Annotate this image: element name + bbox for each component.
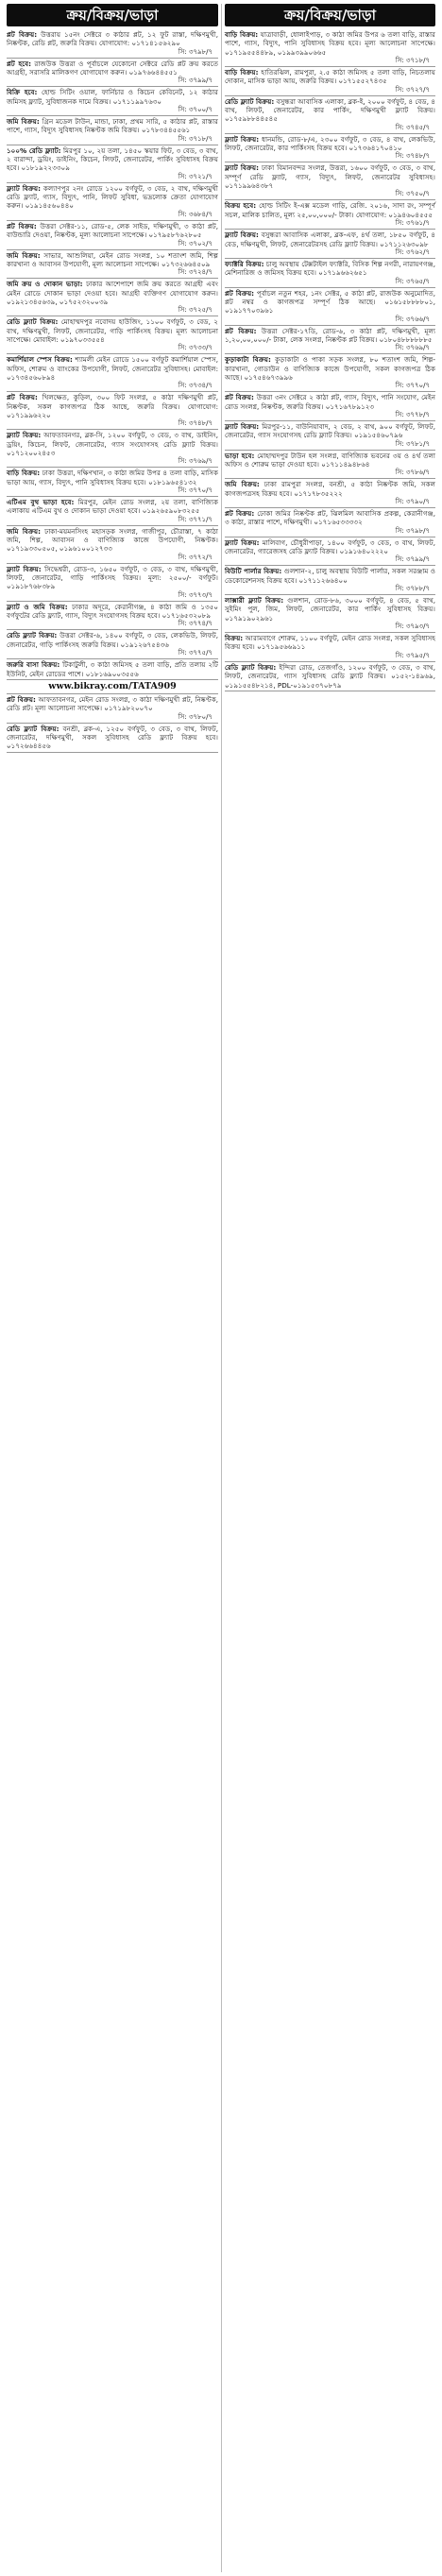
ad-body: উত্তরা সেক্টর-১৭ডি, রোড-৬, ৩ কাঠা প্লট, দক্ষিণমুখী, মূল্য ১,২০,০০,০০০/- টাকা, লেক সংলগ্ন, নিষ্কণ্টক প্লট বিক্রয়। ০১৮০৪৮৮৮৮৮৮৫ (225, 326, 435, 344)
classified-ad (225, 421, 435, 451)
classified-ad (7, 145, 218, 183)
ad-body: ইন্দিরা রোড, তেজগাঁও, ১২০০ বর্গফুট, ৩ বেড, ৩ বাথ, লিফট, জেনারেটর, গ্যাস সুবিধাসহ রেডি ফ্ল্যাট বিক্রয়। ০১৫২-১৪৯৬৯, ০১৯১৫৫৪৮২১৪, PDL-০১৯১৫৩৭০৮৭৯ (225, 662, 435, 690)
ad-heading: জমি ক্রয় ও দোকান ভাড়া: (7, 280, 83, 289)
ad-body: বনশ্রী, ব্লক-এ, ১২৫০ বর্গফুট, ৩ বেড, ৩ বাথ, লিফট, জেনারেটর, দক্ষিণমুখী, সকল সুবিধাসহ রেডি ফ্ল্যাট বিক্রয় হবে। ০১৭২৬৬৪৪৫৬ (7, 724, 219, 751)
ad-body: গুলশান-২, চালু অবস্থায় বিউটি পার্লার, সকল সরঞ্জাম ও ডেকোরেশনসহ বিক্রয় হবে। ০১৭১১২৬৬৪০০ (225, 567, 435, 585)
classified-ad (7, 724, 218, 753)
ad-heading: প্লট বিক্রয়: (7, 221, 37, 230)
ad-body: কুড়াকাটা ও পাকা সড়ক সংলগ্ন, ৮০ শতাংশ জমি, শিল্প-কারখানা, গোডাউন ও বাণিজ্যিক কাজে উপযোগী, সকল কাগজপত্র ঠিক আছে। ০১৭৫৪৬৭৩৯৯৬ (225, 355, 435, 382)
ad-heading: ফ্ল্যাট বিক্রয়: (225, 537, 260, 547)
classified-ad (7, 250, 218, 280)
ad-code: সি: ৩৭৯৩/৭ (395, 623, 430, 631)
classified-ad (225, 566, 435, 595)
classified-ad (7, 659, 218, 680)
classified-ad (7, 497, 218, 526)
classified-ad (225, 451, 435, 480)
ad-code: সি: ৩৭৮৬/৭ (395, 469, 430, 477)
ad-code: সি: ৩৭৫০/৭ (395, 190, 430, 198)
classified-ad (225, 508, 435, 537)
website-link[interactable]: www.bikray.com/TATA909 (7, 680, 218, 694)
classified-ad (7, 602, 218, 631)
classified-ad (225, 288, 435, 326)
classified-ad (7, 87, 218, 116)
ad-heading: রেডি ফ্ল্যাট বিক্রয়: (7, 317, 59, 327)
ad-body: আফতাবনগর, ব্লক-সি, ১২০০ বর্গফুট, ৩ বেড, ৩ বাথ, ডাইনিং, ড্রয়িং, কিচেন, লিফট, জেনারেটর, গ্যাস সংযোগসহ রেডি ফ্ল্যাট বিক্রয়। ০১৭১২০০২৪৫৩ (7, 431, 218, 457)
classified-ad (225, 29, 435, 67)
ad-heading: জমি বিক্রয়: (7, 117, 40, 127)
ad-body: উত্তরায় ১৫নং সেক্টরে ৩ কাঠার প্লট, ১২ ফুট রাস্তা, দক্ষিণমুখী, নিষ্কণ্টক, রেডি প্লট, জরুরি বিক্রয়। যোগাযোগ: ০১৭১৪১৫৬২৯০ (7, 30, 218, 48)
left-ads-list (7, 29, 218, 753)
ad-heading: জমি বিক্রয়: (225, 480, 260, 489)
ad-code: সি: ৩৭৯৯/৭ (178, 77, 212, 85)
ad-body: খিলক্ষেত, কুড়িল, ৩০০ ফিট সংলগ্ন, ৫ কাঠা দক্ষিণমুখী প্লট, নিষ্কণ্টক, সকল কাগজপত্র ঠিক আছে, জরুরি বিক্রয়। যোগাযোগ: ০১৭১৯৯৬২২০ (7, 393, 219, 419)
ad-body: হোল্ড সিটিং ই-এক্স মডেল গাড়ি, রেজি. ২০১৬, সাদা রং, সম্পূর্ণ সচল, মালিক চালিত, মূল্য ২৫,০০,০০০/- টাকা। যোগাযোগ: ০১৯৪৬০৪৫৫৫ (225, 201, 435, 219)
classified-ad (225, 392, 435, 421)
ad-code: সি: ৩৭২৭/৭ (395, 85, 430, 94)
ad-code: সি: ৩৭৬৯/৭ (395, 344, 430, 352)
ad-code: সি: ৩৭৯৯/৭ (395, 555, 430, 564)
ad-heading: প্লট বিক্রয়: (225, 393, 254, 402)
ad-code: সি: ৩৭৬১/৭ (395, 219, 430, 228)
ad-heading: ফ্ল্যাট বিক্রয়: (225, 421, 260, 431)
ad-body: গুলশান, রোড-৮৬, ৩০০০ বর্গফুট, ৪ বেড, ৫ বাথ, সুইমিং পুল, জিম, লিফট, জেনারেটর, কার পার্কিং সুবিধাসহ বিক্রয়। ০১৭৯১৯০২৯৬১ (225, 596, 436, 623)
classified-ad (7, 430, 218, 468)
ad-body: গ্রিন মডেল টাউন, মান্ডা, ঢাকা, প্রথম সারি, ৫ কাঠার প্লট, রাস্তার পাশে, গ্যাস, বিদ্যুৎ সুবিধাসহ নিষ্কণ্টক জমি বিক্রয়। ০১৭৮৩৪৪৫৫৬১ (7, 117, 218, 135)
ad-body: উত্তরা সেক্টর-১১, রোড-৫, লেক সাইড, দক্ষিণমুখী, ৩ কাঠা প্লট, বাউন্ডারি দেওয়া, নিষ্কণ্টক, মূল্য আলোচনা সাপেক্ষে। ০১৭৯৫৮৭৬২৮০৫ (7, 221, 218, 240)
ad-heading: লাক্সারী ফ্ল্যাট বিক্রয়: (225, 596, 284, 606)
ad-heading: প্লট বিক্রয়: (7, 30, 38, 39)
ad-body: হোল্ড সিটিং ওয়াল, ফার্নিচার ও কিচেন কেবিনেট, ১২ কাঠার জমিসহ ফ্ল্যাট, সুবিধাজনক দামে বিক্রয়। ০১৭১১৯৯৭৬৩০ (7, 88, 218, 106)
classified-ad (7, 564, 218, 602)
ad-code: সি: ৩৭৩৪/৭ (178, 382, 212, 390)
ad-body: মিরপুর-১১, বাউনিয়াবাদ, ২ বেড, ২ বাথ, ৯০০ বর্গফুট, লিফট, জেনারেটর, গ্যাস সংযোগসহ রেডি ফ্ল্যাট বিক্রয়। ০১৯১৫৪৬০৭৯৬ (225, 421, 435, 440)
ad-body: ঢোকা জমির নিষ্কণ্টক প্লট, ঝিলমিল আবাসিক প্রকল্প, কেরানীগঞ্জ, ৩ কাঠা, রাস্তার পাশে, দক্ষিণমুখী। ০১৭১৬৫৩৩৩৩২ (225, 509, 435, 527)
ad-heading: প্লট হবে: (7, 59, 31, 68)
ad-body: মিরপুর ১০, ২য় তলা, ১৪৫০ স্কয়ার ফিট, ৩ বেড, ৩ বাথ, ২ বারান্দা, ড্রয়িং, ডাইনিং, কিচেন, লিফট, জেনারেটর, পার্কিং সুবিধাসহ বিক্রয় হবে। ০১৮১৯২২৩৩০৯ (7, 145, 218, 173)
classified-ad (225, 354, 435, 392)
classified-ad (225, 200, 435, 230)
ad-heading: রেডি ফ্ল্যাট বিক্রয়: (225, 96, 275, 106)
classified-ad (7, 354, 218, 392)
ad-code: সি: ৩৭৬৯/৭ (178, 457, 212, 466)
ad-heading: ফ্ল্যাট বিক্রয়: (7, 564, 42, 573)
classified-ad (225, 595, 435, 633)
ad-code: সি: ৩৭৮১/৭ (395, 439, 430, 448)
ad-body: চালু অবস্থায় টেক্সটাইল ফ্যাক্টরি, বিসিক শিল্প নগরী, নারায়ণগঞ্জ, মেশিনারিজ ও জমিসহ বিক্রয় হবে। ০১৭১৯৬৬২৬৫১ (225, 259, 435, 278)
ad-body: হাতিরঝিল, রামপুরা, ২.৫ কাঠা জমিসহ ৫ তলা বাড়ি, নিচতলায় দোকান, মাসিক ভাড়া আয়, জরুরি বিক্রয়। ০১৭১৫৫২৭৪৩৫ (225, 68, 435, 86)
left-column-title: ক্রয়/বিক্রয়/ভাড়া (7, 4, 218, 26)
classified-ad (225, 633, 435, 662)
ad-heading: বিউটি পার্লার বিক্রয়: (225, 567, 282, 576)
ad-body: ঢাকা বিমানবন্দর সংলগ্ন, উত্তরা, ১৬০০ বর্গফুট, ৩ বেড, ৩ বাথ, সম্পূর্ণ রেডি ফ্ল্যাট, গ্যাস, বিদ্যুৎ, লিফট, জেনারেটর সুবিধাসহ। ০১৭১৯৯৬৪৩৮৭ (225, 163, 435, 191)
classified-ad (225, 230, 435, 259)
classified-ad (225, 67, 435, 96)
ad-code: সি: ৩৭২১/৭ (178, 172, 212, 180)
right-column-title: ক্রয়/বিক্রয়/ভাড়া (225, 4, 435, 26)
ad-body: বসুন্ধরা আবাসিক এলাকা, ব্লক-এফ, ৪র্থ তলা, ১৮৫০ বর্গফুট, ৪ বেড, দক্ষিণমুখী, লিফট, জেনারেটরসহ রেডি ফ্ল্যাট বিক্রয়। ০১৭১১২৬৩০৯৮ (225, 230, 435, 248)
ad-code: সি: ৩৭৭০/৭ (395, 382, 430, 390)
ad-body: মিরপুর, মেইন রোড সংলগ্ন, ২য় তলা, বাণিজ্যিক এলাকায় এটিএম বুথ ও দোকান ভাড়া দেওয়া হবে। ০১৯২৬৫৯০৮৩২৫৫ (7, 498, 218, 516)
classified-ad (7, 694, 218, 724)
ad-body: পূর্বাচল নতুন শহর, ১নং সেক্টর, ৫ কাঠা প্লট, রাজউক অনুমোদিত, প্লট নম্বর ও কাগজপত্র সম্পূর্ণ ঠিক আছে। ০১৬১৫৮৮৮৮০১, ০১৯১৭৭০৩৯৬১ (225, 288, 435, 316)
classified-ad (225, 162, 435, 200)
ad-code: সি: ৩৭০০/৭ (178, 106, 212, 114)
ad-code: সি: ৩৭১৮/৭ (178, 134, 212, 143)
ad-heading: প্লট বিক্রয়: (225, 509, 255, 519)
ad-heading: জমি বিক্রয়: (7, 250, 41, 260)
ad-code: সি: ৩৭১৮/৭ (395, 57, 430, 65)
ad-code: সি: ৩৭২৫/৭ (178, 306, 212, 315)
ad-heading: রেডি ফ্ল্যাট বিক্রয়: (7, 724, 60, 733)
ad-body: ঢাকা উত্তরা, দক্ষিণখান, ৩ কাঠা জমির উপর ৪ তলা বাড়ি, মাসিক ভাড়া আয়, গ্যাস, বিদ্যুৎ, পানি সুবিধাসহ বিক্রয় হবে। ০১৮১৯৬৫৪১৩২ (7, 469, 218, 486)
ad-heading: এটিএম বুথ ভাড়া হবে: (7, 498, 75, 507)
ad-heading: ফ্ল্যাট বিক্রয়: (225, 163, 260, 173)
ad-heading: কমার্শিয়াল স্পেস বিক্রয়: (7, 355, 73, 365)
classified-ad (7, 116, 218, 145)
ad-code: সি: ৩৭৬৬/৭ (395, 315, 430, 323)
ad-body: কল্যাণপুর ২নং রোডে ১২০০ বর্গফুট, ৩ বেড, ২ বাথ, দক্ষিণমুখী রেডি ফ্ল্যাট, গ্যাস, বিদ্যুৎ, পানি, লিফট সুবিধা, ভদ্রলোক ক্রেতা যোগাযোগ করুন। ০১৯১৪৫৬০৪৪০ (7, 183, 218, 211)
ad-heading: বিক্রয়: (225, 634, 244, 643)
ad-code: সি: ৩৭৯৮/৭ (178, 47, 212, 56)
ad-body: যাত্রাবাড়ী, ধোলাইপাড়, ৩ কাঠা জমির উপর ৬ তলা বাড়ি, রাস্তার পাশে, গ্যাস, বিদ্যুৎ, পানি সুবিধাসহ বিক্রয় হবে। মূল্য আলোচনা সাপেক্ষে। ০১৭১৯৫৫৪৪৮৯, ০১৯৯৩৯৯০৬৬৫ (225, 30, 435, 57)
ad-code: সি: ৩৭০২/৭ (178, 239, 212, 247)
right-column (221, 4, 438, 2572)
ad-code: সি: ৩৭২৪/৭ (178, 268, 212, 277)
ad-body: রাজউক উত্তরা ও পূর্বাচলে যেকোনো সেক্টরে রেডি প্লট ক্রয় করতে আগ্রহী, সরাসরি মালিকগণ যোগাযোগ করুন। ০১৯৭৬৬৪৪৫৫১ (7, 59, 218, 77)
ad-heading: প্লট বিক্রয়: (7, 694, 36, 704)
classified-ad (7, 392, 218, 430)
ad-code: সি: ৩৭৯৮/৭ (395, 526, 430, 535)
ad-code: সি: ৩৭৭১/৭ (178, 515, 212, 523)
ad-heading: বিক্রয় হবে: (225, 201, 257, 211)
ad-code: সি: ৩৭৯৫/৭ (395, 651, 430, 659)
ad-body: টিকাটুলী, ৩ কাঠা জমিসহ ৫ তলা বাড়ি, প্রতি তলায় ২টি ইউনিট, মেইন রোডের পাশে। ০১৮১৬৯০০৩৫৫৬ (7, 660, 218, 678)
ad-heading: ফ্ল্যাট ও জমি বিক্রয়: (7, 602, 68, 611)
ad-heading: ফ্ল্যাট বিক্রয়: (7, 431, 42, 440)
ad-code: সি: ৩৭৩৩/৭ (178, 344, 212, 352)
ad-heading: কুড়াকাটা বিক্রয়: (225, 355, 271, 365)
ad-body: উত্তরা সেক্টর-৬, ১৪০০ বর্গফুট, ৩ বেড, লেকভিউ, লিফট, জেনারেটর, গাড়ি পার্কিংসহ জরুরি বিক্রয়। ০১৯১২৬৭৫৪৩৬ (7, 631, 218, 649)
left-column (4, 4, 221, 2572)
classified-ad (7, 221, 218, 250)
classified-ad (225, 96, 435, 134)
classified-ad (225, 259, 435, 288)
classified-ad (225, 326, 435, 355)
ad-body: মোহাম্মদপুর নবোদয় হাউজিং, ১১০০ বর্গফুট, ৩ বেড, ২ বাথ, দক্ষিণমুখী, লিফট, জেনারেটর, গাড়ি পার্কিংসহ বিক্রয়। মূল্য আলোচনা সাপেক্ষে। মোবাইল: ০১৯৭০৩৩৫৫৪ (7, 317, 218, 344)
classified-ad (225, 662, 435, 691)
ad-body: ঢাকার অদূরে, কেরানীগঞ্জ, ৪ কাঠা জমি ও ১৩৫০ বর্গফুটের রেডি ফ্ল্যাট, গ্যাস, বিদ্যুৎ সংযোগসহ বিক্রয় হবে। ০১৭১৬৫৩২০৮৯ (7, 602, 218, 621)
ad-code: সি: ৩৭৭৪/৭ (178, 620, 212, 628)
ad-code: সি: ৩৭৮০/৭ (178, 712, 212, 721)
ad-heading: ফ্যাক্টরি বিক্রয়: (225, 259, 264, 268)
ad-heading: বিক্রি হবে: (7, 88, 38, 97)
ad-heading: বাড়ি বিক্রয়: (225, 30, 259, 39)
ad-heading: ভাড়া হবে: (225, 451, 255, 460)
classified-ad (7, 29, 218, 59)
classified-ad (7, 59, 218, 88)
right-ads-list (225, 29, 435, 691)
ad-code: সি: ৩৭৭২/৭ (178, 553, 212, 561)
ad-heading: বাড়ি বিক্রয়: (7, 469, 41, 478)
ad-heading: রেডি ফ্ল্যাট বিক্রয়: (225, 662, 277, 672)
ad-heading: বাড়ি বিক্রয়: (225, 68, 259, 77)
ad-code: সি: ৩৭৭০/৭ (178, 486, 212, 495)
ad-body: শ্যামলী মেইন রোডে ১৫০০ বর্গফুট কমার্শিয়াল স্পেস, অফিস, শোরুম ও ব্যাংকের উপযোগী, লিফট, জেনারেটর সুবিধাসহ। মোবাইল: ০১৭৩৪৫৬০৮৯৪ (7, 355, 218, 382)
ad-body: মোহাম্মদপুর টাউন হল সংলগ্ন, বাণিজ্যিক ভবনের ৩য় ও ৪র্থ তলা অফিস ও শোরুম ভাড়া দেওয়া হবে। ০১৭১১৪৯৪৮৬৪ (225, 451, 435, 469)
classified-ad (7, 526, 218, 564)
ad-body: ঢাকার আশেপাশে জমি ক্রয় করতে আগ্রহী এবং মেইন রোডে দোকান ভাড়া দেওয়া হবে। আগ্রহী ব্যক্তিগণ যোগাযোগ করুন। ০১৯২১৩৪৫৬৩৯, ০১৭৫২৩২০০৩৯ (7, 280, 218, 306)
ad-code: সি: ৩৭৪৫/৭ (395, 123, 430, 131)
ad-heading: প্লট বিক্রয়: (225, 288, 255, 298)
ad-heading: প্লট বিক্রয়: (7, 393, 38, 402)
ad-code: সি: ৩৭৯০/৭ (395, 498, 430, 506)
ad-heading: জরুরি বাসা বিক্রয়: (7, 660, 60, 670)
ad-code: সি: ৩৭৮৮/৭ (395, 585, 430, 593)
ad-heading: ফ্ল্যাট বিক্রয়: (225, 134, 260, 144)
ad-heading: প্লট বিক্রয়: (225, 326, 257, 335)
ad-code: সি: ৩৭৬২/৭ (395, 247, 430, 256)
ad-code: সি: ৩৭৭৫/৭ (178, 649, 212, 657)
ad-heading: ফ্ল্যাট বিক্রয়: (225, 230, 259, 240)
ad-body: আফতাবনগর, মেইন রোড সংলগ্ন, ৩ কাঠা দক্ষিণমুখী প্লট, নিষ্কণ্টক, রেডি প্লট। মূল্য আলোচনা সাপেক্ষে। ০১৭১৯৮২০০৭০ (7, 694, 219, 713)
ad-heading: ফ্ল্যাট বিক্রয়: (7, 183, 41, 193)
classified-ad (7, 630, 218, 659)
classified-ad (7, 468, 218, 497)
ad-body: ধানমন্ডি, রোড-৮/এ, ২৩০০ বর্গফুট, ৩ বেড, ৪ বাথ, লেকভিউ, লিফট, জেনারেটর, কার পার্কিংসহ বিক্রয় হবে। ০১৭৩৬৪১৭০৪১০ (225, 134, 435, 153)
ad-body: মালিবাগ, চৌধুরীপাড়া, ১৪০০ বর্গফুট, ৩ বেড, ৩ বাথ, লিফট, জেনারেটর, গ্যারেজসহ রেডি ফ্ল্যাট বিক্রয়। ০১৯১৬৪০২২২০ (225, 537, 435, 556)
ad-body: আরামবাগে শোরুম, ১১০০ বর্গফুট, মেইন রোড সংলগ্ন, সকল সুবিধাসহ বিক্রয় হবে। ০১৭১৯৫৬৬৯১১ (225, 634, 435, 652)
ad-body: ঢাকা-ময়মনসিংহ মহাসড়ক সংলগ্ন, গাজীপুর, চৌরাস্তা, ৭ কাঠা জমি, শিল্প, আবাসন ও বাণিজ্যিক কাজে উপযোগী, নিষ্কণ্টক। ০১৭১৯৩৩০৫০৫, ০১৯৬১০০১২৭৩৩ (7, 526, 218, 554)
ad-body: বসুন্ধরা আবাসিক এলাকা, ব্লক-ই, ২০০০ বর্গফুট, ৪ বেড, ৪ বাথ, লিফট, জেনারেটর, কার পার্কিং, দক্ষিণমুখী ফ্ল্যাট বিক্রয়। ০১৭৫৯৮৮৪৪৫৪৫ (225, 96, 435, 124)
ad-body: সাভার, আশুলিয়া, মেইন রোড সংলগ্ন, ১০ শতাংশ জমি, শিল্প কারখানা ও আবাসন উপযোগী, মূল্য আলোচনা সাপেক্ষে। ০১৭৩২৬৬৪৫০৯ (7, 250, 218, 268)
classified-ad (225, 479, 435, 508)
classified-ad (225, 134, 435, 163)
ad-body: ঢাকা রামপুরা সংলগ্ন, বনশ্রী, ৫ কাঠা নিষ্কণ্টক জমি, সকল কাগজপত্রসহ বিক্রয় হবে। ০১৭১৭৮৩৫২২২ (225, 480, 436, 498)
ad-code: সি: ৩৭৭৮/৭ (395, 410, 430, 418)
ad-heading: জমি বিক্রয়: (7, 526, 41, 536)
ad-heading: ১০০% রেডি ফ্ল্যাট: (7, 145, 61, 155)
ad-code: সি: ৩৬৮৪/৭ (178, 210, 212, 218)
classified-ad (7, 183, 218, 221)
ad-code: সি: ৩৭৪৮/৭ (395, 152, 430, 161)
ad-body: সিদ্ধেশ্বরী, রোড-৩, ১৬৫০ বর্গফুট, ৩ বেড, ৩ বাথ, দক্ষিণমুখী, লিফট, জেনারেটর, গাড়ি পার্কিংসহ বিক্রয়। মূল্য: ২৫০০/- বর্গফুট। ০১৯১৮৭৬৮৩৮৯ (7, 564, 218, 591)
ad-body: উত্তরা ৩নং সেক্টরে ২ কাঠা প্লট, গ্যাস, বিদ্যুৎ, পানি সংযোগ, মেইন রোড সংলগ্ন, নিষ্কণ্টক, জরুরি বিক্রয়। ০১৭১৬৭৮৯১২৩ (225, 393, 436, 411)
ad-code: সি: ৩৭৬৫/৭ (395, 277, 430, 285)
ad-code: সি: ৩৭৭৩/৭ (178, 590, 212, 599)
classified-ad (225, 537, 435, 567)
classified-columns (4, 4, 438, 2572)
classified-ad (7, 316, 218, 354)
classified-ad (7, 279, 218, 316)
ad-heading: রেডি ফ্ল্যাট বিক্রয়: (7, 631, 58, 640)
ad-code: সি: ৩৭৪৮/৭ (178, 419, 212, 428)
